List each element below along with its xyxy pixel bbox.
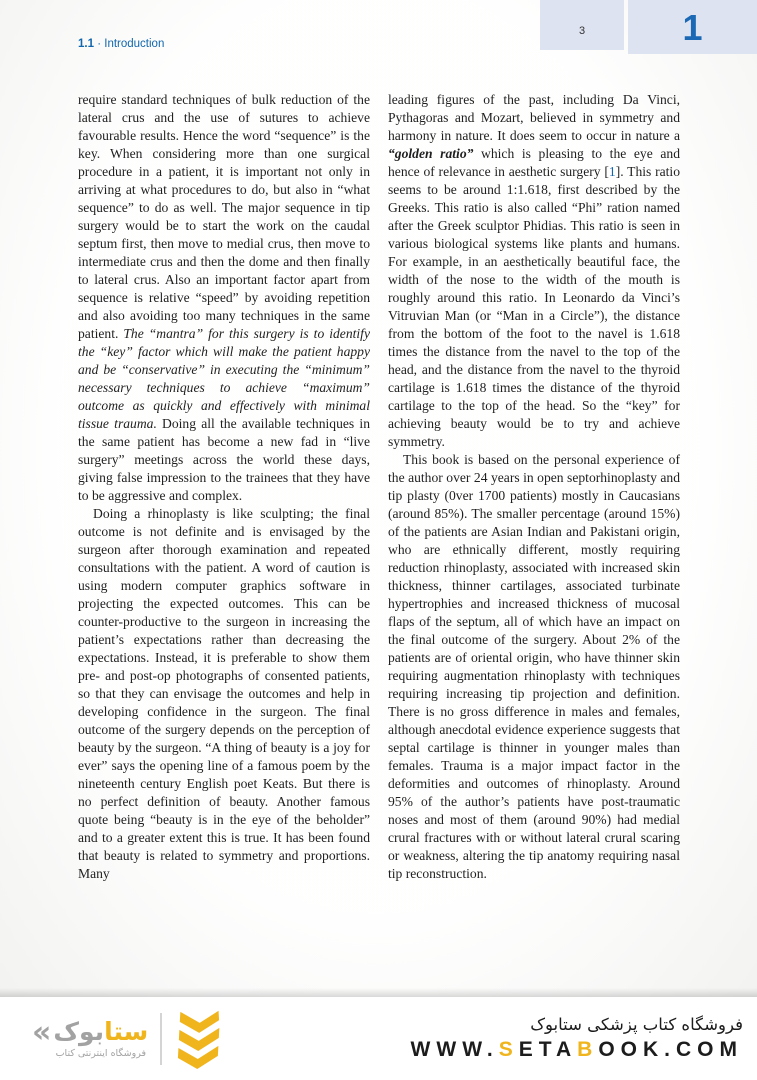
url-segment: OOK.COM bbox=[598, 1038, 743, 1061]
paragraph bbox=[388, 451, 680, 883]
text-run: which is pleasing to the eye and hence of relevance in aesthetic surgery [ bbox=[388, 146, 680, 179]
site-info bbox=[411, 1015, 743, 1062]
url-segment-highlight: S bbox=[498, 1038, 519, 1061]
chapter-number: 1 bbox=[682, 7, 703, 48]
logo-wordmark-block bbox=[53, 1018, 148, 1059]
chevron-stripes-icon bbox=[173, 1007, 222, 1069]
logo-divider bbox=[160, 1013, 162, 1065]
logo-caption: فروشگاه اینترنتی کتاب bbox=[55, 1047, 147, 1059]
wordmark-gray-part: بوک bbox=[53, 1017, 105, 1047]
url-segment: WWW. bbox=[410, 1038, 499, 1061]
paragraph bbox=[78, 91, 370, 505]
chapter-number-box bbox=[628, 0, 757, 54]
emphasis-text-run: “golden ratio” bbox=[388, 146, 474, 161]
section-separator: · bbox=[97, 38, 102, 50]
text-run: This book is based on the personal experience of the author over 24 years in open septorhinoplasty and tip plasty (0ver 1700 patients) mostly in Caucasians (around 85%). The smaller percentage (around 15%) of the patients are Asian Indian and Pakistani origin, who are ethnically different, mostly requiring reduction rhinoplasty, associated with increased skin thickness, thinner cartilages, associated turbinate hypertrophies and increased thickness of mucosal flaps of the septum, all of which have an impact on the final outcome of the surgery. About 2% of the patients are of oriental origin, who have thinner skin requiring augmentation rhinoplasty with techniques requiring increasing tip projection and definition. There is no gross difference in males and females, although anecdotal evidence experience suggests that septal cartilage is thinner in younger males than females. Trauma is a major impact factor in the deformities and outcomes of rhinoplasty. Around 95% of the author’s patients have post-traumatic noses and most of them (around 90%) had medial crural fractures with or without lateral crural scaring or weakness, altering the tip anatomy requiring nasal tip reconstruction. bbox=[388, 452, 680, 881]
text-run: Doing a rhinoplasty is like sculpting; the final outcome is not definite and is envisaged by the surgeon after thorough examination and repeated consultations with the patient. A word of caution is using modern computer graphics software in projecting the expected outcomes. This can be counter-productive to the surgeon in increasing the patient’s expectations rather than decreasing the expectations. Instead, it is preferable to show them pre- and post-op photographs of consented patients, so that they can envisage the outcomes and help in developing confidence in the surgeon. The final outcome of the surgery depends on the perception of beauty by the surgeon. “A thing of beauty is a joy for ever” says the opening line of a famous poem by the nineteenth century English poet Keats. But there is no perfect definition of beauty. Another famous quote being “beauty is in the eye of the beholder” and to a greater extent this is true. It has been found that beauty is related to symmetry and proportions. Many bbox=[78, 506, 370, 881]
site-url bbox=[411, 1038, 743, 1062]
url-segment: ETA bbox=[518, 1038, 578, 1061]
paragraph bbox=[388, 91, 680, 451]
section-title: Introduction bbox=[104, 38, 165, 50]
section-number: 1.1 bbox=[78, 38, 94, 50]
running-head bbox=[78, 38, 164, 50]
paragraph bbox=[78, 505, 370, 883]
page-number: 3 bbox=[578, 25, 586, 37]
text-run: ]. This ratio seems to be around 1:1.618, first described by the Greeks. This ratio is also called “Phi” ration named after the Greek sculptor Phidias. This ratio is seen in various biological systems like plants and humans. For example, in an aesthetically beautiful face, the width of the nose to the width of the mouth is roughly around this ratio. In Leonardo da Vinci’s Vitruvian Man (or “Man in a Circle”), the distance from the bottom of the foot to the navel is 1.618 times the distance from the navel to the top of the head, and the distance from the navel to the thyroid cartilage is 1.618 times the distance of the thyroid cartilage to the top of the head. So the “key” for achieving beauty would be to try and achieve symmetry. bbox=[388, 164, 680, 449]
page-number-box bbox=[540, 0, 624, 50]
italic-text-run: The “mantra” for this surgery is to identify the “key” factor which will make the patient happy and be “conservative” in executing the “minimum” necessary techniques to achieve “maximum” outcome as quickly and effectively with minimal tissue trauma. bbox=[78, 326, 370, 431]
citation-reference: 1 bbox=[608, 164, 616, 179]
setabook-logo bbox=[32, 1009, 220, 1069]
two-column-text bbox=[78, 91, 680, 883]
wordmark-yellow-part: ستا bbox=[104, 1017, 149, 1047]
guillemet-mark: « bbox=[32, 1014, 52, 1050]
store-title-fa: فروشگاه کتاب پزشکی ستابوک bbox=[530, 1015, 743, 1034]
logo-wordmark bbox=[53, 1018, 148, 1046]
watermark-footer bbox=[0, 997, 757, 1080]
text-run: require standard techniques of bulk reduction of the lateral crus and the use of sutures to achieve favourable results. Hence the word “sequence” is the key. When considering more than one surgical procedure in a patient, it is important not only in arriving at what procedures to do, but also in “what sequence” to do as well. The major sequence in tip surgery would be to start the work on the caudal septum first, then move to medial crus, then move to intermediate crus and then the dome and then finally to lateral crus. Also an important factor apart from sequence is relative “speed” by avoiding repetition and also avoiding too many techniques in the same patient. bbox=[78, 92, 370, 341]
text-run: leading figures of the past, including Da Vinci, Pythagoras and Mozart, believed in symmetry and harmony in nature. It does seem to occur in nature a bbox=[388, 92, 680, 143]
right-column bbox=[388, 91, 680, 883]
url-segment-highlight: B bbox=[577, 1038, 599, 1061]
left-column bbox=[78, 91, 370, 883]
text-run: Doing all the available techniques in the same patient has become a new fad in “live surgery” meetings across the world these days, giving false impression to the trainees that they have to be aggressive and complex. bbox=[78, 416, 370, 503]
